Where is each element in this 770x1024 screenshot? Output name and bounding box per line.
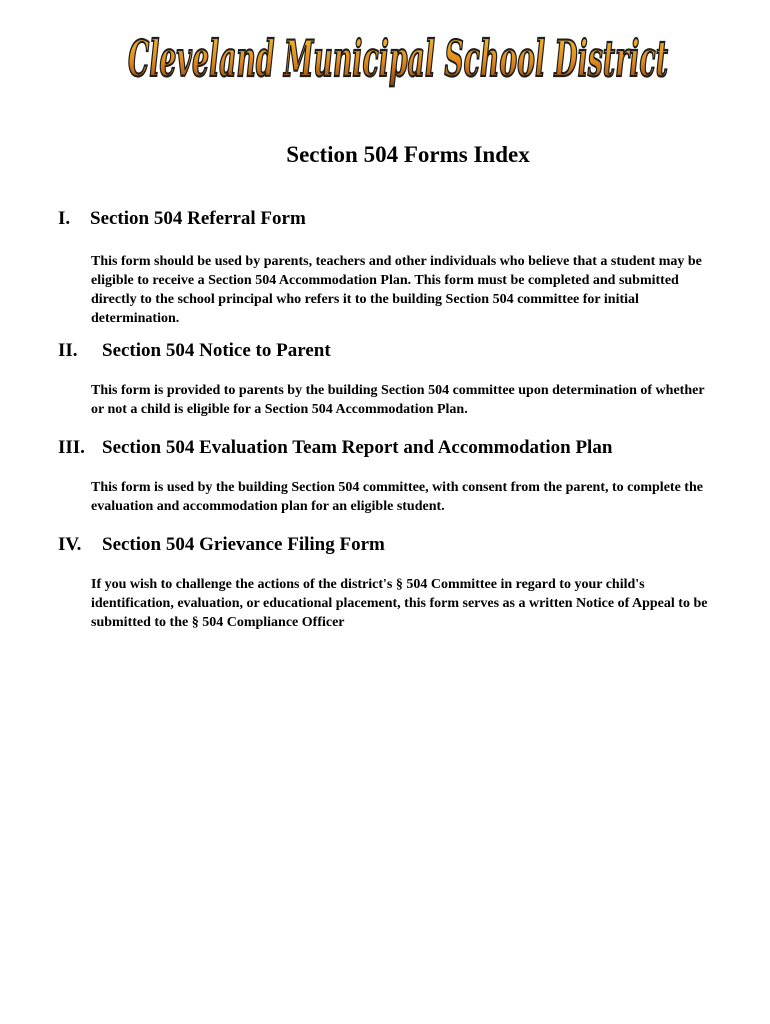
section-heading	[58, 338, 718, 364]
section-heading	[58, 532, 718, 558]
section-title: Section 504 Referral Form	[90, 208, 306, 229]
section-description: This form should be used by parents, teachers and other individuals who believe that a student may be eligible to receive a Section 504 Accommodation Plan. This form must be completed and submitted directly to the school principal who refers it to the building Section 504 committee for initial determination.	[91, 254, 702, 326]
section-description: If you wish to challenge the actions of the district's § 504 Committee in regard to your child's identification, evaluation, or educational placement, this form serves as a written Notice of Appeal to be submitted to the § 504 Compliance Officer	[91, 577, 708, 630]
section-numeral: IV.	[58, 534, 82, 555]
section-heading	[58, 435, 718, 461]
section-notice-to-parent	[58, 338, 718, 419]
district-logo	[122, 20, 674, 94]
section-description: This form is used by the building Section 504 committee, with consent from the parent, to complete the evaluation and accommodation plan for an eligible student.	[91, 480, 703, 514]
district-logo-text: Cleveland Municipal School District	[128, 29, 668, 88]
section-numeral: III.	[58, 437, 85, 458]
page-title: Section 504 Forms Index	[286, 142, 530, 167]
section-evaluation-team-report	[58, 435, 718, 516]
district-logo-graphic	[122, 20, 674, 94]
section-numeral: II.	[58, 340, 78, 361]
section-heading	[58, 206, 718, 232]
section-title: Section 504 Notice to Parent	[102, 340, 331, 361]
section-title: Section 504 Grievance Filing Form	[102, 534, 385, 555]
section-numeral: I.	[58, 208, 71, 229]
section-description: This form is provided to parents by the building Section 504 committee upon determination of whether or not a child is eligible for a Section 504 Accommodation Plan.	[91, 383, 705, 417]
section-referral-form	[58, 206, 718, 328]
section-grievance-filing-form	[58, 532, 718, 632]
section-title: Section 504 Evaluation Team Report and Accommodation Plan	[102, 437, 613, 458]
